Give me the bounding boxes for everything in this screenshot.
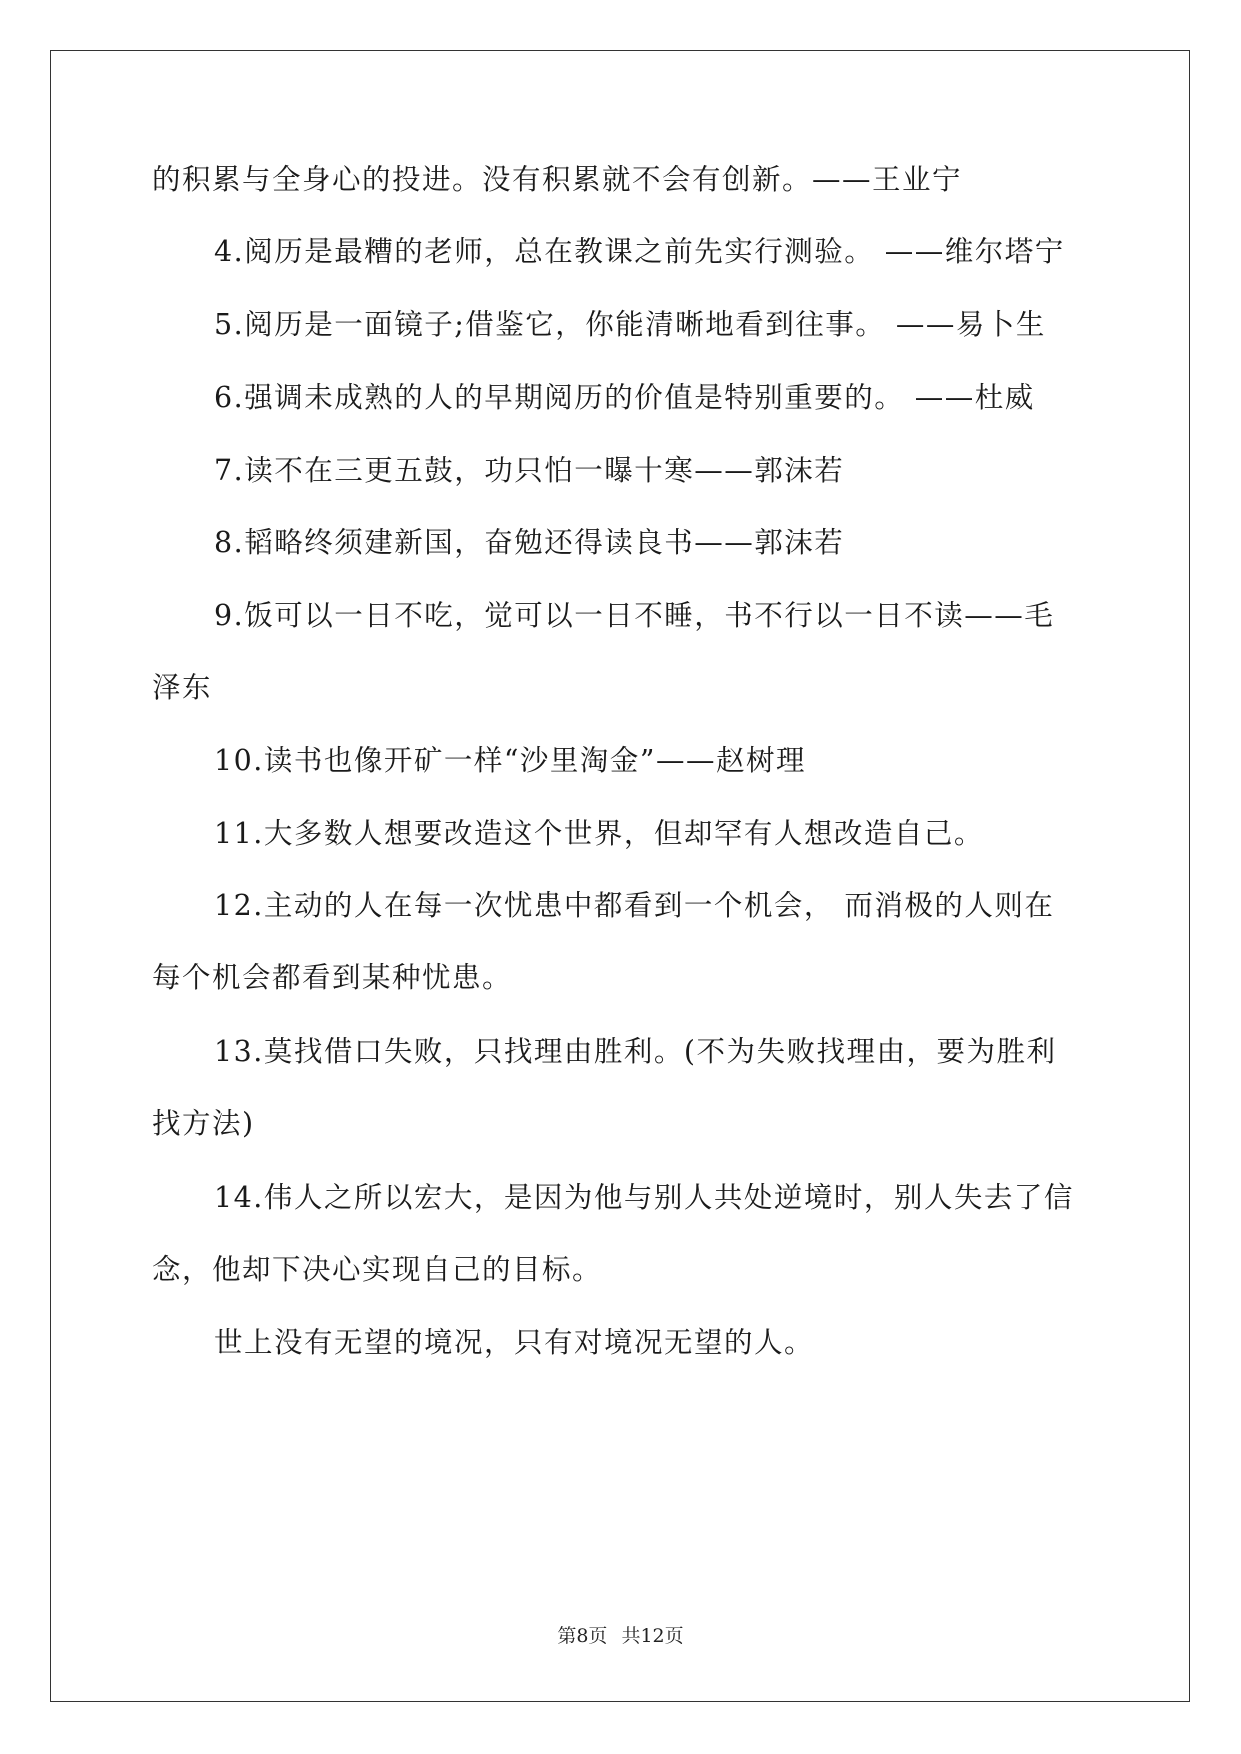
- text-line: 泽东: [152, 671, 213, 704]
- quote-item-14: 14.伟人之所以宏大，是因为他与别人共处逆境时，别人失去了信: [214, 1181, 1074, 1214]
- text-line: 每个机会都看到某种忧患。: [152, 961, 513, 994]
- page-footer: [0, 1624, 1241, 1648]
- text-line: 的积累与全身心的投进。没有积累就不会有创新。——王业宁: [152, 163, 963, 196]
- quote-item-10: 10.读书也像开矿一样“沙里淘金”——赵树理: [214, 744, 806, 777]
- quote-item-12: 12.主动的人在每一次忧患中都看到一个机会， 而消极的人则在: [214, 889, 1055, 922]
- quote-item-5: 5.阅历是一面镜子;借鉴它，你能清晰地看到往事。 ——易卜生: [214, 308, 1046, 341]
- page-total: 共12页: [621, 1625, 684, 1647]
- page-number: 第8页: [557, 1625, 608, 1647]
- quote-item-8: 8.韬略终须建新国，奋勉还得读良书——郭沫若: [214, 526, 845, 559]
- text-line: 念，他却下决心实现自己的目标。: [152, 1253, 603, 1286]
- quote-item-4: 4.阅历是最糟的老师，总在教课之前先实行测验。 ——维尔塔宁: [214, 235, 1065, 268]
- text-line: 找方法): [152, 1107, 255, 1140]
- page-border: [50, 50, 1190, 1702]
- quote-item-9: 9.饭可以一日不吃，觉可以一日不睡，书不行以一日不读——毛: [214, 599, 1055, 632]
- quote-item-13: 13.莫找借口失败，只找理由胜利。(不为失败找理由，要为胜利: [214, 1035, 1057, 1068]
- quote-item-11: 11.大多数人想要改造这个世界，但却罕有人想改造自己。: [214, 817, 984, 850]
- text-line: 世上没有无望的境况，只有对境况无望的人。: [214, 1326, 815, 1359]
- quote-item-6: 6.强调未成熟的人的早期阅历的价值是特别重要的。 ——杜威: [214, 381, 1035, 414]
- quote-item-7: 7.读不在三更五鼓，功只怕一曝十寒——郭沫若: [214, 454, 845, 487]
